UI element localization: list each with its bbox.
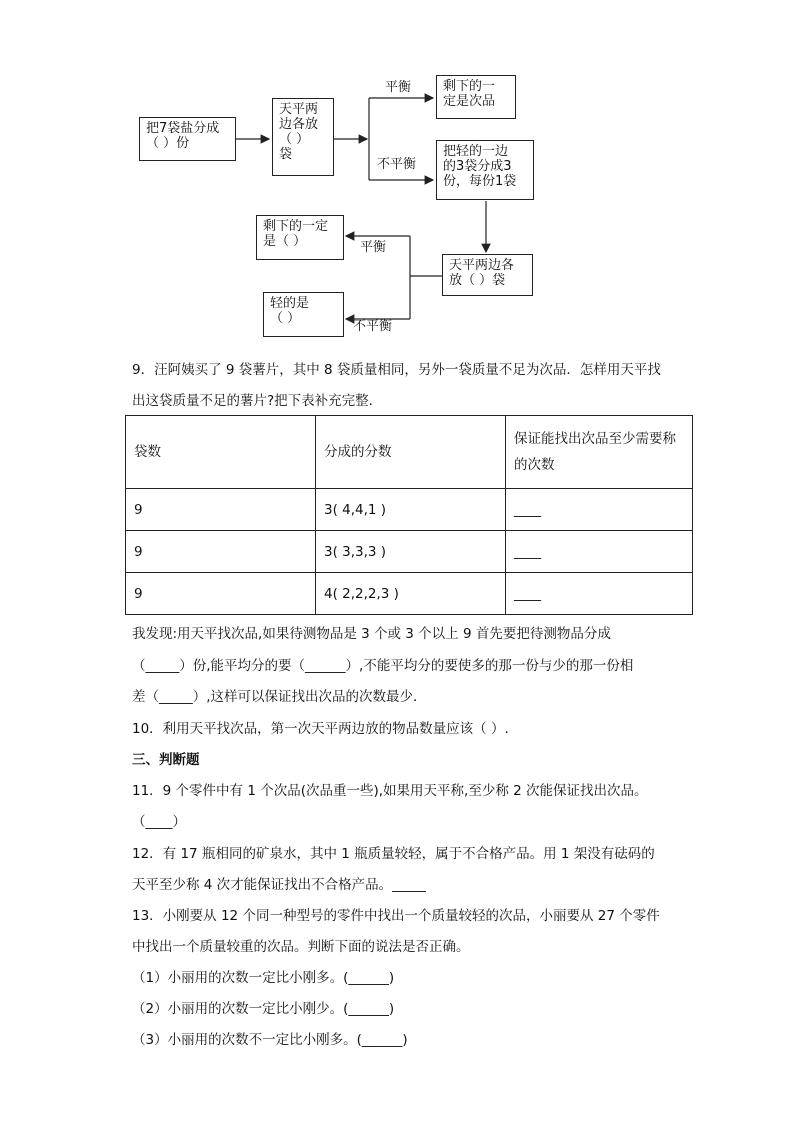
top-unbalanced-label: 不平衡 (377, 157, 417, 172)
header-bags: 袋数 (126, 416, 316, 489)
q11-answer-blank[interactable]: （____） (132, 814, 186, 830)
q13-line2: 中找出一个质量较重的次品。判断下面的说法是否正确。 (132, 939, 470, 955)
top-balanced-label: 平衡 (385, 80, 412, 95)
q13-line1: 13．小刚要从 12 个同一种型号的零件中找出一个质量较轻的次品，小丽要从 27 个零件 (132, 908, 660, 924)
table-header-row (126, 416, 693, 489)
step2-box: 天平两边各 放（ ）袋 (442, 254, 533, 296)
q9-finding-line3: 差（_____）,这样可以保证找出次品的次数最少． (132, 689, 427, 705)
q13-statement-1: （1）小丽用的次数一定比小刚多。(______) (132, 970, 395, 986)
section-heading-judgment: 三、判断题 (132, 752, 200, 768)
cell-answer-blank[interactable]: ____ (506, 531, 693, 573)
q13-statement-3: （3）小丽用的次数不一定比小刚多。(______) (132, 1032, 408, 1048)
header-min-weighings: 保证能找出次品至少需要称的次数 (506, 416, 693, 489)
step1-box: 天平两 边各放 （ ） 袋 (272, 98, 334, 176)
bottom-balanced-label: 平衡 (360, 240, 387, 255)
table-row (126, 531, 693, 573)
cell-groups: 3( 3,3,3 ) (316, 531, 506, 573)
header-groups: 分成的分数 (316, 416, 506, 489)
final-balanced-box: 剩下的一定 是（ ） (256, 215, 344, 260)
cell-groups: 3( 4,4,1 ) (316, 489, 506, 531)
q9-finding-line2: （_____）份,能平均分的要（______）,不能平均分的要使多的那一份与少的那一份相 (132, 658, 634, 674)
q12-line1: 12．有 17 瓶相同的矿泉水，其中 1 瓶质量较轻，属于不合格产品。用 1 架没有砝码的 (132, 846, 655, 862)
balanced-result-box: 剩下的一 定是次品 (436, 75, 516, 119)
table-row (126, 573, 693, 615)
unbalanced-result-box: 把轻的一边 的3袋分成3 份，每份1袋 (436, 140, 534, 200)
bottom-unbalanced-label: 不平衡 (353, 319, 393, 334)
q12-line2: 天平至少称 4 次才能保证找出不合格产品。_____ (132, 877, 426, 893)
cell-bags: 9 (126, 489, 316, 531)
cell-answer-blank[interactable]: ____ (506, 573, 693, 615)
cell-bags: 9 (126, 531, 316, 573)
cell-groups: 4( 2,2,2,3 ) (316, 573, 506, 615)
q13-statement-2: （2）小丽用的次数一定比小刚少。(______) (132, 1001, 395, 1017)
q9-line2: 出这袋质量不足的薯片?把下表补充完整． (132, 393, 383, 409)
final-unbalanced-box: 轻的是 （ ） (263, 292, 344, 337)
table-row (126, 489, 693, 531)
q10-text: 10．利用天平找次品，第一次天平两边放的物品数量应该（ ）. (132, 721, 509, 737)
q9-finding-line1: 我发现:用天平找次品,如果待测物品是 3 个或 3 个以上 9 首先要把待测物品分成 (132, 626, 611, 642)
q9-table (125, 415, 693, 615)
q11-line1: 11．9 个零件中有 1 个次品(次品重一些),如果用天平称,至少称 2 次能保证找出次品。 (132, 783, 648, 799)
q9-line1: 9．汪阿姨买了 9 袋薯片，其中 8 袋质量相同，另外一袋质量不足为次品．怎样用天平找 (132, 362, 661, 378)
cell-answer-blank[interactable]: ____ (506, 489, 693, 531)
start-box: 把7袋盐分成 （ ）份 (139, 117, 236, 161)
cell-bags: 9 (126, 573, 316, 615)
flowchart-connectors (0, 0, 794, 360)
flowchart (0, 0, 794, 360)
